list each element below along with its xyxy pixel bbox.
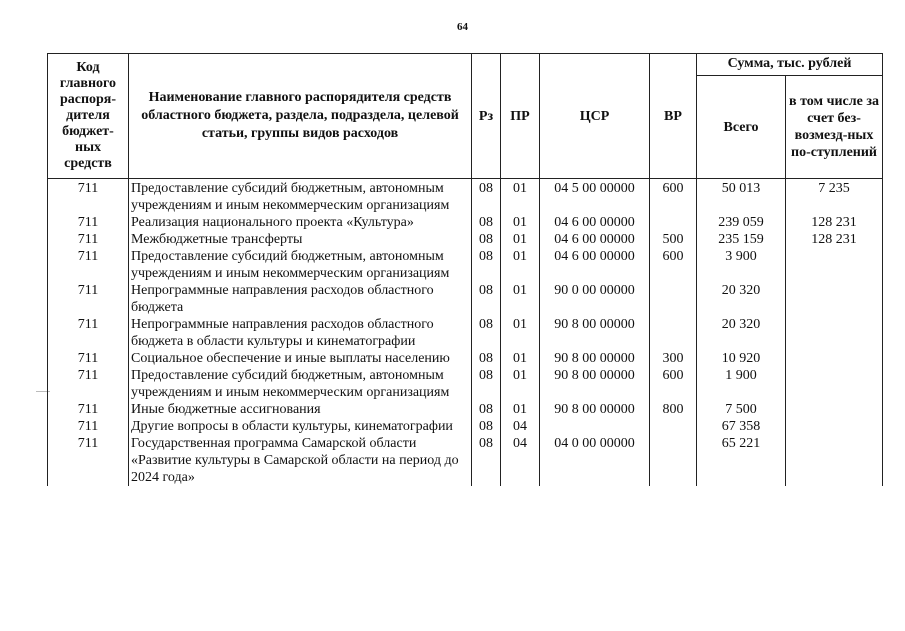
cell-vr <box>650 418 697 435</box>
table-row <box>48 214 883 231</box>
cell-vr: 600 <box>650 179 697 215</box>
cell-vr: 500 <box>650 231 697 248</box>
cell-free <box>786 418 883 435</box>
cell-csr <box>540 418 650 435</box>
cell-free: 128 231 <box>786 231 883 248</box>
cell-name: Государственная программа Самарской области «Развитие культуры в Самарской области на период до 2024 года» <box>129 435 472 486</box>
cell-code: 711 <box>48 282 129 316</box>
cell-free <box>786 248 883 282</box>
cell-total: 50 013 <box>697 179 786 215</box>
cell-code: 711 <box>48 350 129 367</box>
cell-vr <box>650 435 697 486</box>
header-vr: ВР <box>650 54 697 179</box>
table-row <box>48 231 883 248</box>
cell-code: 711 <box>48 367 129 401</box>
table-row <box>48 248 883 282</box>
cell-name: Непрограммные направления расходов областного бюджета <box>129 282 472 316</box>
cell-pr: 04 <box>501 418 540 435</box>
cell-vr: 300 <box>650 350 697 367</box>
cell-free: 128 231 <box>786 214 883 231</box>
header-name: Наименование главного распорядителя средств областного бюджета, раздела, подраздела, целевой статьи, группы видов расходов <box>129 54 472 179</box>
cell-free <box>786 435 883 486</box>
cell-name: Межбюджетные трансферты <box>129 231 472 248</box>
cell-vr <box>650 214 697 231</box>
table-row <box>48 401 883 418</box>
table-row <box>48 350 883 367</box>
cell-total: 67 358 <box>697 418 786 435</box>
cell-csr: 04 5 00 00000 <box>540 179 650 215</box>
cell-total: 7 500 <box>697 401 786 418</box>
cell-free <box>786 401 883 418</box>
cell-code: 711 <box>48 435 129 486</box>
cell-vr: 600 <box>650 367 697 401</box>
cell-rz: 08 <box>472 350 501 367</box>
cell-name: Предоставление субсидий бюджетным, автономным учреждениям и иным некоммерческим организациям <box>129 367 472 401</box>
cell-code: 711 <box>48 179 129 215</box>
cell-vr <box>650 282 697 316</box>
cell-total: 3 900 <box>697 248 786 282</box>
cell-free <box>786 316 883 350</box>
header-rz: Рз <box>472 54 501 179</box>
cell-name: Реализация национального проекта «Культура» <box>129 214 472 231</box>
cell-rz: 08 <box>472 418 501 435</box>
cell-rz: 08 <box>472 316 501 350</box>
cell-total: 235 159 <box>697 231 786 248</box>
cell-rz: 08 <box>472 179 501 215</box>
table-row <box>48 282 883 316</box>
cell-total: 20 320 <box>697 316 786 350</box>
table-row <box>48 316 883 350</box>
cell-rz: 08 <box>472 435 501 486</box>
cell-pr: 01 <box>501 214 540 231</box>
cell-total: 239 059 <box>697 214 786 231</box>
header-code: Код главного распоря-дителя бюджет-ных средств <box>48 54 129 179</box>
cell-free: 7 235 <box>786 179 883 215</box>
cell-code: 711 <box>48 316 129 350</box>
cell-name: Предоставление субсидий бюджетным, автономным учреждениям и иным некоммерческим организациям <box>129 179 472 215</box>
table-row <box>48 435 883 486</box>
cell-pr: 01 <box>501 282 540 316</box>
table-header <box>48 54 883 179</box>
cell-csr: 90 8 00 00000 <box>540 401 650 418</box>
cell-pr: 01 <box>501 367 540 401</box>
cell-name: Социальное обеспечение и иные выплаты населению <box>129 350 472 367</box>
cell-csr: 04 6 00 00000 <box>540 248 650 282</box>
cell-total: 65 221 <box>697 435 786 486</box>
page-number: 64 <box>457 21 468 33</box>
cell-pr: 04 <box>501 435 540 486</box>
cell-vr: 800 <box>650 401 697 418</box>
cell-csr: 04 0 00 00000 <box>540 435 650 486</box>
cell-csr: 04 6 00 00000 <box>540 214 650 231</box>
cell-total: 10 920 <box>697 350 786 367</box>
cell-csr: 90 8 00 00000 <box>540 350 650 367</box>
cell-rz: 08 <box>472 282 501 316</box>
table-row <box>48 418 883 435</box>
cell-free <box>786 350 883 367</box>
cell-pr: 01 <box>501 316 540 350</box>
cell-rz: 08 <box>472 248 501 282</box>
cell-name: Иные бюджетные ассигнования <box>129 401 472 418</box>
header-csr: ЦСР <box>540 54 650 179</box>
cell-csr: 90 0 00 00000 <box>540 282 650 316</box>
header-total: Всего <box>697 76 786 179</box>
cell-csr: 04 6 00 00000 <box>540 231 650 248</box>
cell-pr: 01 <box>501 350 540 367</box>
cell-name: Другие вопросы в области культуры, кинематографии <box>129 418 472 435</box>
cell-total: 20 320 <box>697 282 786 316</box>
cell-code: 711 <box>48 248 129 282</box>
cell-rz: 08 <box>472 401 501 418</box>
cell-name: Предоставление субсидий бюджетным, автономным учреждениям и иным некоммерческим организациям <box>129 248 472 282</box>
header-sum: Сумма, тыс. рублей <box>697 54 883 76</box>
cell-pr: 01 <box>501 401 540 418</box>
cell-vr: 600 <box>650 248 697 282</box>
header-pr: ПР <box>501 54 540 179</box>
cell-total: 1 900 <box>697 367 786 401</box>
cell-rz: 08 <box>472 214 501 231</box>
cell-code: 711 <box>48 418 129 435</box>
cell-pr: 01 <box>501 231 540 248</box>
table-row <box>48 179 883 215</box>
cell-rz: 08 <box>472 231 501 248</box>
cell-csr: 90 8 00 00000 <box>540 316 650 350</box>
cell-free <box>786 282 883 316</box>
table-row <box>48 367 883 401</box>
header-free: в том числе за счет без-возмезд-ных по-ступлений <box>786 76 883 179</box>
cell-rz: 08 <box>472 367 501 401</box>
cell-code: 711 <box>48 231 129 248</box>
table-body <box>48 179 883 487</box>
cell-name: Непрограммные направления расходов областного бюджета в области культуры и кинематографии <box>129 316 472 350</box>
cell-pr: 01 <box>501 179 540 215</box>
cell-csr: 90 8 00 00000 <box>540 367 650 401</box>
cell-pr: 01 <box>501 248 540 282</box>
cell-free <box>786 367 883 401</box>
cell-code: 711 <box>48 401 129 418</box>
cell-vr <box>650 316 697 350</box>
budget-table <box>47 53 883 486</box>
cell-code: 711 <box>48 214 129 231</box>
